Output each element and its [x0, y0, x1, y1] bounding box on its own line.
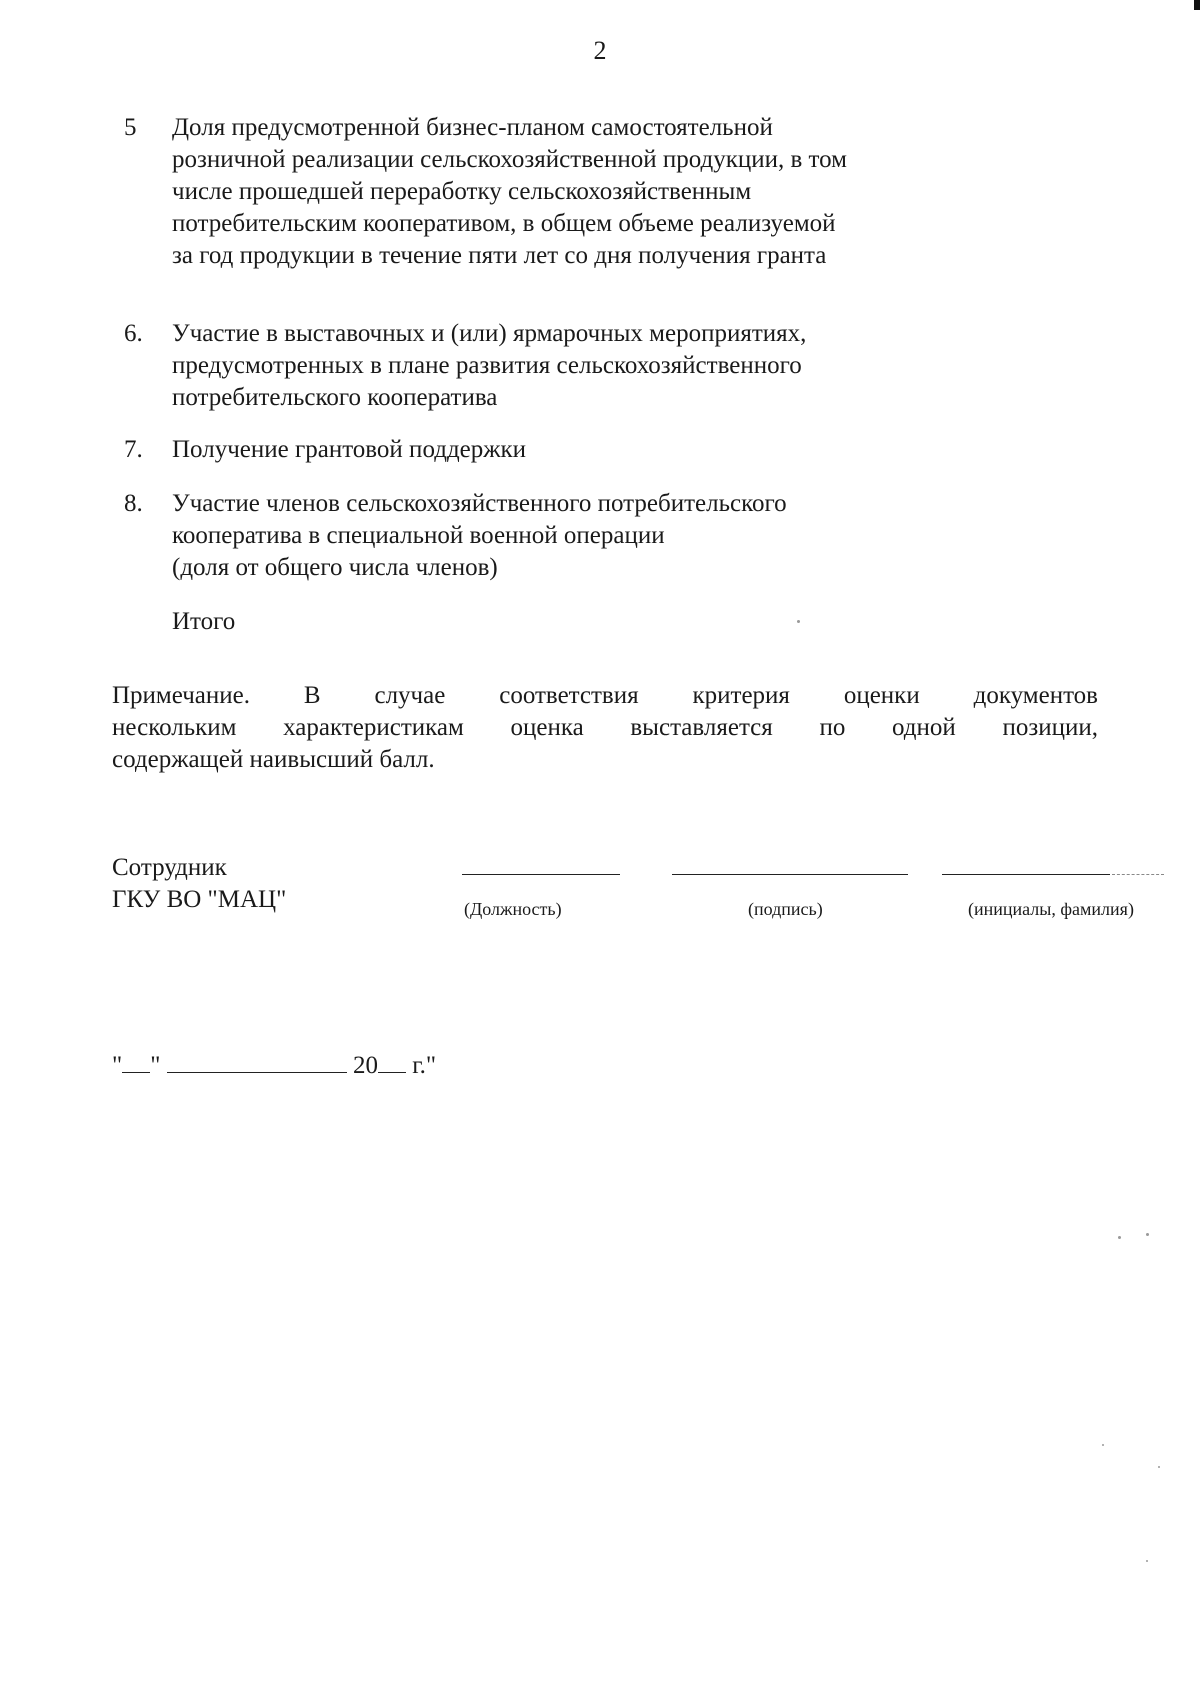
year-suffix: г."	[412, 1052, 437, 1079]
note-word: нескольким	[112, 714, 237, 741]
note-word: оценка	[510, 714, 584, 741]
scan-edge-mark	[1194, 0, 1200, 10]
scan-speck	[1146, 1560, 1148, 1562]
date-open-quote: "	[112, 1052, 123, 1079]
item-number: 5	[124, 114, 137, 141]
note-word: оценки	[843, 682, 920, 709]
item-text-line: за год продукции в течение пяти лет со дня получения гранта	[172, 242, 827, 269]
note-word: случае	[374, 682, 446, 709]
item-text-line: Участие членов сельскохозяйственного потребительского	[172, 490, 787, 517]
note-word: выставляется	[630, 714, 773, 741]
item-text-line: потребительского кооператива	[172, 384, 498, 411]
day-blank	[122, 1050, 150, 1073]
date-close-quote: "	[150, 1052, 161, 1079]
position-signature-line	[462, 874, 620, 875]
name-signature-line	[942, 874, 1110, 875]
item-number: 8.	[124, 490, 143, 517]
note-word: характеристикам	[283, 714, 464, 741]
year-prefix: 20	[352, 1052, 378, 1079]
note-word: В	[303, 682, 321, 709]
item-text-line: (доля от общего числа членов)	[172, 554, 498, 581]
note-word: соответствия	[499, 682, 639, 709]
note-line	[112, 712, 1098, 744]
page-number: 2	[593, 36, 607, 65]
item-text-line: числе прошедшей переработку сельскохозяйственным	[172, 178, 752, 205]
scan-speck	[1102, 1444, 1104, 1446]
item-text-line: потребительским кооперативом, в общем объеме реализуемой	[172, 210, 836, 237]
note-word: Примечание.	[112, 682, 251, 709]
item-text-line: Участие в выставочных и (или) ярмарочных мероприятиях,	[172, 320, 807, 347]
note-line	[112, 680, 1098, 712]
note-line: содержащей наивысший балл.	[112, 746, 435, 773]
note-word: по	[819, 714, 846, 741]
item-text	[172, 434, 972, 466]
item-text	[172, 318, 972, 414]
employee-title: Сотрудник	[112, 854, 227, 881]
note-word: критерия	[692, 682, 790, 709]
scan-speck	[1118, 1236, 1121, 1239]
item-number: 7.	[124, 436, 143, 463]
signature-line	[672, 874, 908, 875]
note-word: одной	[892, 714, 956, 741]
item-text-line: Доля предусмотренной бизнес-планом самостоятельной	[172, 114, 773, 141]
name-signature-line-tail	[1112, 874, 1164, 875]
item-text	[172, 488, 972, 584]
item-text-line: розничной реализации сельскохозяйственной продукции, в том	[172, 146, 847, 173]
item-text-line: предусмотренных в плане развития сельскохозяйственного	[172, 352, 802, 379]
item-text-line: кооператива в специальной военной операции	[172, 522, 665, 549]
year-blank	[378, 1050, 406, 1073]
employee-organization: ГКУ ВО "МАЦ"	[112, 886, 287, 913]
scan-speck	[797, 620, 800, 623]
employee-label	[112, 852, 286, 916]
position-caption: (Должность)	[464, 899, 562, 919]
note-word: документов	[973, 682, 1098, 709]
note-word: позиции,	[1002, 714, 1098, 741]
name-caption: (инициалы, фамилия)	[968, 899, 1134, 919]
date-line	[112, 1050, 436, 1082]
scan-speck	[1158, 1466, 1160, 1468]
item-number: 6.	[124, 320, 143, 347]
item-text	[172, 112, 972, 272]
signature-caption: (подпись)	[748, 899, 823, 919]
item-text-line: Получение грантовой поддержки	[172, 436, 527, 463]
month-blank	[167, 1050, 347, 1073]
note-paragraph	[112, 680, 1098, 776]
scan-speck	[1146, 1233, 1149, 1236]
total-label: Итого	[172, 608, 236, 635]
